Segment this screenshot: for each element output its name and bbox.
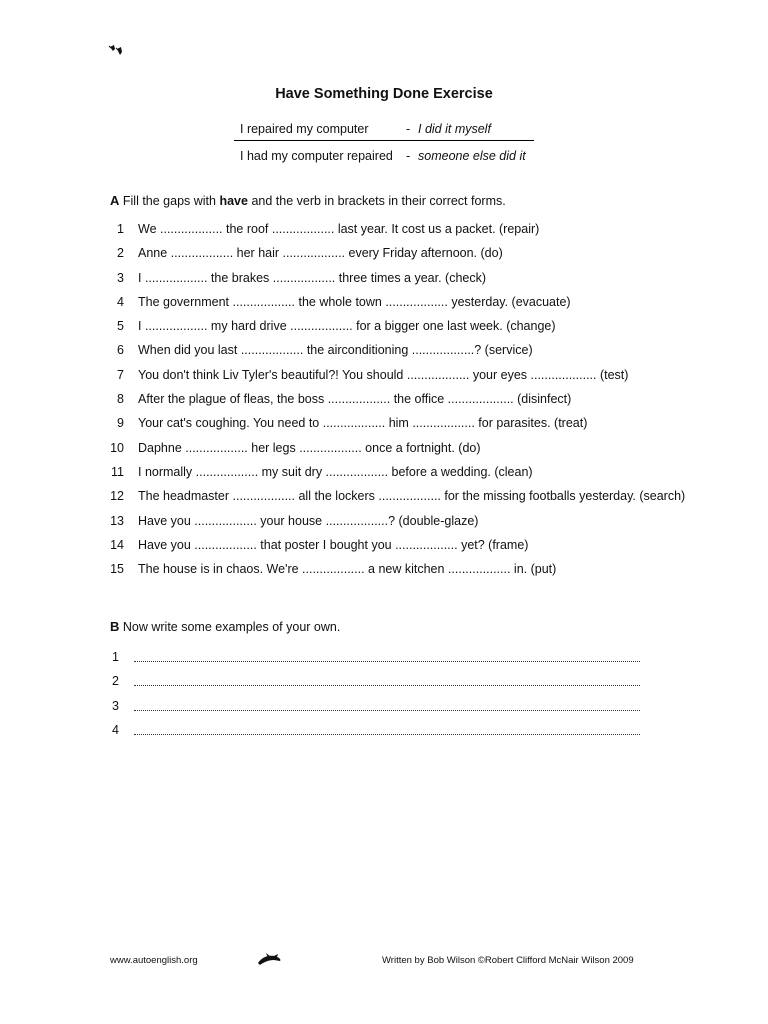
- item-text: Your cat's coughing. You need to .................. him .................. for parasites. (treat): [138, 416, 588, 431]
- item-number: 9: [117, 416, 124, 431]
- item-number: 11: [111, 464, 124, 479]
- dotted-line: [134, 661, 640, 662]
- example-row: [234, 141, 534, 179]
- item-text: After the plague of fleas, the boss .................. the office ................... (disinfect): [138, 392, 572, 407]
- list-item: [108, 319, 748, 343]
- section-b-instruction: [110, 619, 340, 634]
- section-a-instruction: [110, 193, 506, 208]
- item-number: 12: [110, 489, 124, 504]
- item-text: The house is in chaos. We're .................. a new kitchen .................. in. (put): [138, 562, 557, 577]
- line-number: 3: [112, 698, 119, 713]
- list-item: [108, 465, 748, 489]
- footer-website: www.autoenglish.org: [110, 955, 198, 966]
- section-letter: B: [110, 619, 120, 634]
- item-text: Daphne .................. her legs .................. once a fortnight. (do): [138, 440, 481, 455]
- example-sentence: I repaired my computer: [240, 122, 369, 136]
- answer-line: [108, 723, 648, 747]
- list-item: [108, 562, 748, 586]
- instruction-text: and the verb in brackets in their correct forms.: [251, 194, 506, 208]
- item-text: The government .................. the whole town .................. yesterday. (evacuate): [138, 294, 571, 309]
- example-meaning: I did it myself: [418, 122, 491, 136]
- dolphin-logo-icon: [256, 951, 282, 967]
- list-item: [108, 343, 748, 367]
- list-item: [108, 295, 748, 319]
- item-number: 3: [117, 270, 124, 285]
- item-text: I .................. the brakes .................. three times a year. (check): [138, 270, 487, 285]
- list-item: [108, 222, 748, 246]
- item-text: You don't think Liv Tyler's beautiful?! You should .................. your eyes ................... (test): [138, 367, 629, 382]
- list-item: [108, 271, 748, 295]
- item-text: The headmaster .................. all the lockers .................. for the missing footballs yesterday. (search): [138, 489, 686, 504]
- list-item: [108, 368, 748, 392]
- item-number: 10: [110, 440, 124, 455]
- page-title: Have Something Done Exercise: [275, 86, 493, 102]
- list-item: [108, 514, 748, 538]
- example-row: [234, 118, 534, 141]
- item-text: We .................. the roof .................. last year. It cost us a packet. (repair): [138, 222, 540, 236]
- item-text: Have you .................. that poster I bought you .................. yet? (frame): [138, 537, 529, 552]
- footer-credit: Written by Bob Wilson ©Robert Clifford McNair Wilson 2009: [382, 955, 634, 966]
- item-number: 4: [117, 294, 124, 309]
- item-text: When did you last .................. the airconditioning ..................? (service): [138, 343, 533, 358]
- example-table: [234, 118, 534, 179]
- answer-line: [108, 650, 648, 674]
- example-dash: -: [406, 122, 411, 136]
- example-sentence: I had my computer repaired: [240, 149, 393, 163]
- dotted-line: [134, 710, 640, 711]
- line-number: 2: [112, 674, 119, 689]
- item-number: 13: [110, 513, 124, 528]
- dotted-line: [134, 734, 640, 735]
- item-number: 2: [117, 246, 124, 261]
- item-text: I .................. my hard drive .................. for a bigger one last week. (change): [138, 319, 556, 334]
- list-item: [108, 538, 748, 562]
- list-item: [108, 489, 748, 513]
- dotted-line: [134, 685, 640, 686]
- list-item: [108, 416, 748, 440]
- section-letter: A: [110, 193, 120, 208]
- item-number: 14: [110, 537, 124, 552]
- list-item: [108, 441, 748, 465]
- item-text: I normally .................. my suit dry .................. before a wedding. (clean): [138, 464, 533, 479]
- instruction-keyword: have: [219, 194, 248, 208]
- list-item: [108, 246, 748, 270]
- item-text: Anne .................. her hair .................. every Friday afternoon. (do): [138, 246, 503, 261]
- line-number: 4: [112, 722, 119, 737]
- item-number: 8: [117, 392, 124, 407]
- exercise-list: [108, 222, 748, 586]
- example-meaning: someone else did it: [418, 149, 526, 163]
- item-text: Have you .................. your house ..................? (double-glaze): [138, 513, 479, 528]
- item-number: 5: [117, 319, 124, 334]
- item-number: 6: [117, 343, 124, 358]
- answer-line: [108, 674, 648, 698]
- bird-logo-icon: [108, 42, 128, 58]
- item-number: 15: [110, 562, 124, 577]
- item-number: 7: [117, 367, 124, 382]
- line-number: 1: [112, 650, 119, 664]
- answer-lines: [108, 650, 648, 747]
- example-dash: -: [406, 149, 411, 163]
- list-item: [108, 392, 748, 416]
- instruction-text: Fill the gaps with: [122, 194, 216, 208]
- item-number: 1: [117, 222, 124, 236]
- instruction-text: Now write some examples of your own.: [122, 620, 341, 634]
- answer-line: [108, 699, 648, 723]
